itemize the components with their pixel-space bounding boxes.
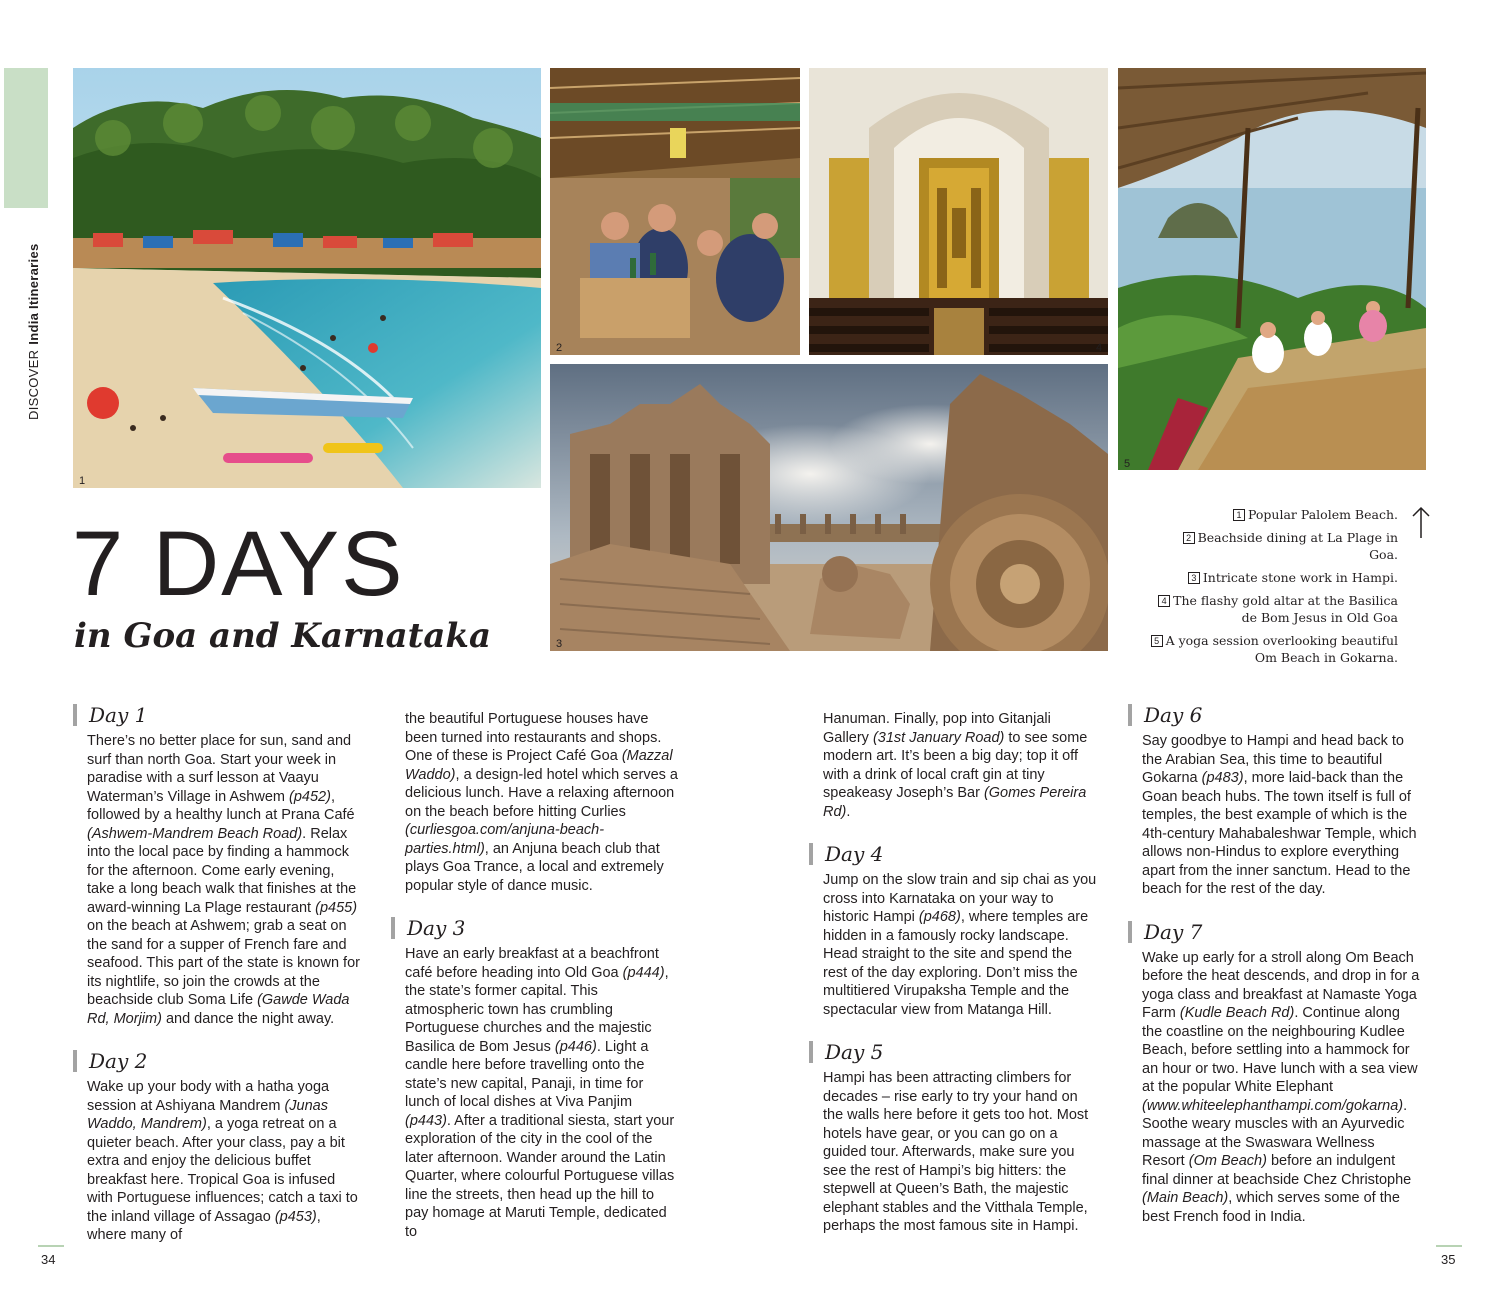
day-2-text-continued: the beautiful Portuguese houses have been turned into restaurants and shops. One of these is Project Café Goa (Mazzal Waddo), a design-led hotel which serves a delicious lunch. Have a relaxing afternoon on the beach before hitting Curlies (curliesgoa.com/anjuna-beach-parties.html), an Anjuna beach club that plays Goa Trance, a local and extremely popular style of dance music. [405, 711, 678, 894]
day-7-text: Wake up early for a stroll along Om Beach before the heat descends, and drop in for a yoga class and breakfast at Namaste Yoga Farm (Kudle Beach Rd). Continue along the coastline on the neighbouring Kudlee Beach, before settling into a hammock for an hour or two. Have lunch with a sea view at the popular White Elephant (www.whiteelephanthampi.com/gokarna). Soothe weary muscles with an Ayurvedic massage at the Swaswara Wellness Resort (Om Beach) before an indulgent final dinner at beachside Chez Christophe (Main Beach), which serves some of the best French food in India. [1142, 949, 1420, 1225]
text-column-4 [1142, 704, 1420, 1226]
day-4-text: Jump on the slow train and sip chai as you cross into Karnataka on your way to historic Hampi (p468), where temples are hidden in a famously rocky landscape. Head straight to the site and spend the rest of the day exploring. Don’t miss the multitiered Virupaksha Temple and the spectacular view from Matanga Hill. [823, 872, 1097, 1018]
page-number-left: 34 [41, 1252, 56, 1267]
figure-number: 4 [1096, 342, 1103, 354]
beach-photo [73, 68, 541, 488]
caption-list [1150, 506, 1398, 672]
text-column-1 [87, 704, 362, 1245]
caption-text: The flashy gold altar at the Basilica de Bom Jesus in Old Goa [1173, 593, 1398, 625]
arrow-up-icon [1406, 506, 1436, 540]
section-label [26, 243, 41, 420]
yoga-photo [1118, 68, 1426, 470]
figure-number: 5 [1124, 458, 1131, 470]
page-number-rule [1436, 1245, 1462, 1247]
day-2-text: Wake up your body with a hatha yoga session at Ashiyana Mandrem (Junas Waddo, Mandrem), a yoga retreat on a quieter beach. After your class, pay a bit extra and enjoy the delicious buffet breakfast here. Tropical Goa is infused with Portuguese influences; catch a taxi to the inland village of Assagao (p453), where many of [87, 1079, 358, 1243]
caption [1150, 529, 1398, 563]
text-column-2 [405, 710, 680, 1241]
page-number-right: 35 [1441, 1252, 1456, 1267]
day-heading: Day 1 [73, 704, 362, 726]
caption-text: A yoga session overlooking beautiful Om Beach in Gokarna. [1165, 633, 1398, 665]
caption [1150, 506, 1398, 523]
subsection-name: India Itineraries [26, 243, 41, 345]
restaurant-photo [550, 68, 800, 355]
section-name: DISCOVER [26, 349, 41, 420]
page-number-rule [38, 1245, 64, 1247]
caption [1150, 632, 1398, 666]
day-5-text: Hampi has been attracting climbers for decades – rise early to try your hand on the walls here before it gets too hot. Most hotels have gear, or you can go on a guided tour. Afterwards, make sure you see the rest of Hampi’s big hitters: the stepwell at Queen’s Bath, the majestic elephant stables and the Vitthala Temple, perhaps the most famous site in Hampi. [823, 1070, 1089, 1234]
caption-text: Beachside dining at La Plage in Goa. [1197, 530, 1398, 562]
caption [1150, 592, 1398, 626]
page-title: 7 DAYS [72, 513, 405, 615]
day-heading: Day 2 [73, 1050, 362, 1072]
day-heading: Day 6 [1128, 704, 1420, 726]
day-heading: Day 7 [1128, 921, 1420, 943]
caption-number: 3 [1188, 572, 1200, 584]
figure-number: 3 [556, 638, 563, 650]
day-3-text-continued: Hanuman. Finally, pop into Gitanjali Gallery (31st January Road) to see some modern art. It’s been a big day; top it off with a drink of local craft gin at tiny speakeasy Joseph’s Bar (Gomes Pereira Rd). [823, 711, 1088, 820]
temple-ruins-photo [550, 364, 1108, 651]
section-tab [4, 68, 48, 208]
page-subtitle: in Goa and Karnataka [74, 616, 491, 656]
caption-number: 2 [1183, 532, 1195, 544]
text-column-3 [823, 710, 1098, 1236]
caption-number: 4 [1158, 595, 1170, 607]
day-heading: Day 5 [809, 1041, 1098, 1063]
caption-number: 5 [1151, 635, 1163, 647]
caption-number: 1 [1233, 509, 1245, 521]
figure-number: 2 [556, 342, 563, 354]
caption-text: Popular Palolem Beach. [1248, 507, 1398, 522]
day-heading: Day 4 [809, 843, 1098, 865]
caption [1150, 569, 1398, 586]
figure-number: 1 [79, 475, 86, 487]
basilica-photo [809, 68, 1108, 355]
day-1-text: There’s no better place for sun, sand and surf than north Goa. Start your week in paradise with a surf lesson at Vaayu Waterman’s Village in Ashwem (p452), followed by a healthy lunch at Prana Café (Ashwem-Mandrem Beach Road). Relax into the local pace by finding a hammock for the afternoon. Come early evening, take a long beach walk that finishes at the award-winning La Plage restaurant (p455) on the beach at Ashwem; grab a seat on the sand for a supper of French fare and seafood. This part of the state is known for its nightlife, so join the crowds at the beachside club Soma Life (Gawde Wada Rd, Morjim) and dance the night away. [87, 733, 360, 1027]
caption-text: Intricate stone work in Hampi. [1202, 570, 1398, 585]
day-heading: Day 3 [391, 917, 680, 939]
day-6-text: Say goodbye to Hampi and head back to the Arabian Sea, this time to beautiful Gokarna (p483), more laid-back than the Goan beach hubs. The town itself is full of temples, the best example of which is the 4th-century Mahabaleshwar Temple, which allows non-Hindus to explore everything apart from the inner sanctum. Head to the beach for the rest of the day. [1142, 733, 1417, 897]
day-3-text: Have an early breakfast at a beachfront café before heading into Old Goa (p444), the state’s former capital. This atmospheric town has crumbling Portuguese churches and the majestic Basilica de Bom Jesus (p446). Light a candle here before travelling onto the state’s new capital, Panaji, in time for lunch of local dishes at Viva Panjim (p443). After a traditional siesta, start your exploration of the city in the cool of the later afternoon. Wander around the Latin Quarter, where colourful Portuguese villas line the streets, then head up the hill to pay homage at Maruti Temple, dedicated to [405, 946, 675, 1240]
